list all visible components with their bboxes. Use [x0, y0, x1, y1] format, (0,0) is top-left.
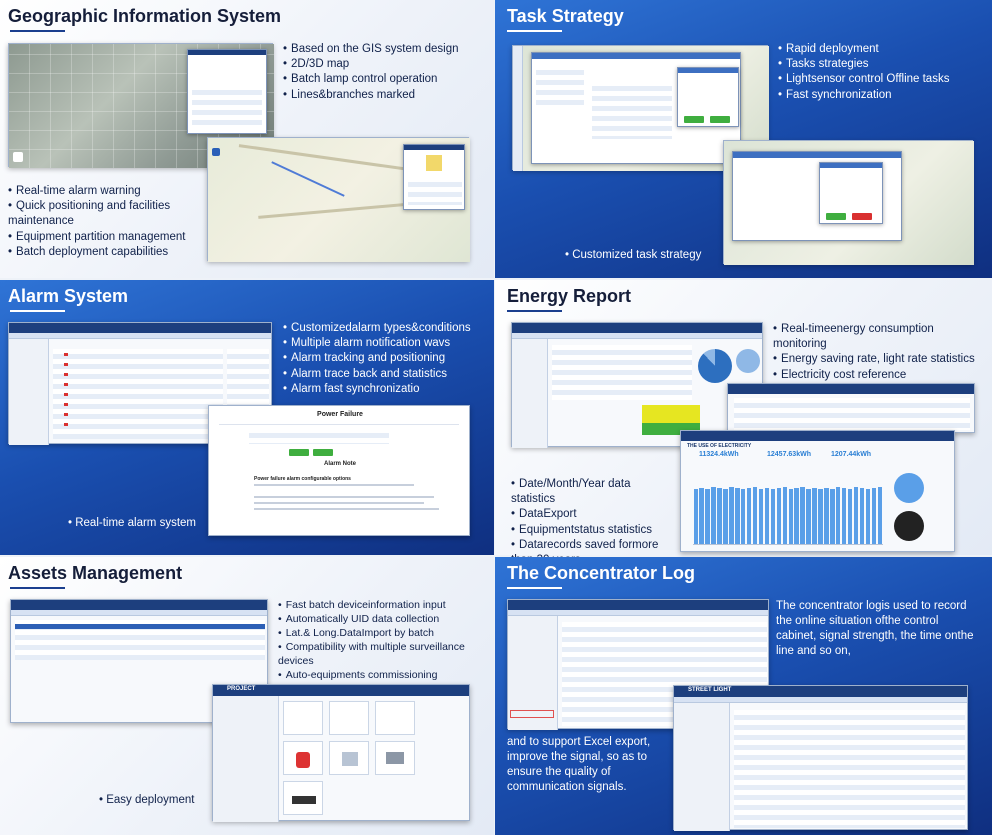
bar [711, 487, 715, 544]
pie-chart [736, 349, 760, 373]
pie-chart [894, 511, 924, 541]
bar [866, 489, 870, 544]
bar [717, 488, 721, 544]
bullet: • Real-time alarm warning [8, 184, 204, 199]
alarm-table [53, 349, 223, 439]
bullet: • Date/Month/Year data statistics [511, 477, 676, 507]
panel-task [495, 0, 992, 278]
device-popup [187, 49, 267, 134]
lamp-popup [403, 144, 465, 210]
note-text: Easy deployment [106, 794, 195, 806]
panel-gis [0, 0, 494, 278]
bar [878, 487, 882, 544]
assets-device-screenshot [212, 684, 470, 821]
device-card[interactable] [283, 701, 323, 735]
bar [842, 488, 846, 544]
gis-bullets-top [283, 42, 488, 103]
bullet: • Alarm tracking and positioning [283, 351, 488, 366]
gis-bullets-left [8, 184, 204, 260]
panel-title: Geographic Information System [8, 6, 282, 26]
bullet: • Datarecords saved formore [511, 538, 676, 568]
bullet: • Auto-equipments commissioning [278, 668, 488, 682]
bullet: • Batch deployment capabilities [8, 245, 204, 260]
stat-value: 12457.63kWh [767, 451, 811, 458]
log-text: The concentrator logis used to record the online situation ofthe control cabinet, signal strength, the time onthe line and so on, [776, 600, 974, 657]
bullet: • Energy saving rate, light rate statistics [773, 352, 985, 367]
dialog-title: Power Failure [317, 411, 363, 418]
energy-table [552, 345, 692, 400]
alarm-config-dialog [208, 405, 470, 536]
panel-title: Task Strategy [507, 6, 624, 26]
bar [836, 487, 840, 544]
device-card[interactable] [329, 701, 369, 735]
bullet: • Compatibility with multiple surveillance devices [278, 640, 488, 668]
dialog-heading: Power failure alarm configurable options [254, 476, 351, 482]
bar [854, 487, 858, 544]
bar [705, 489, 709, 544]
stat-value: 1207.44kWh [831, 451, 872, 458]
device-card[interactable] [283, 781, 323, 815]
device-card[interactable] [375, 701, 415, 735]
panel-energy [495, 280, 992, 555]
log-detail-screenshot [673, 685, 968, 830]
bar [723, 489, 727, 544]
bar [777, 488, 781, 544]
bullet: • Lightsensor control Offline tasks [778, 72, 983, 87]
bar [753, 487, 757, 544]
app-name: PROJECT [227, 686, 256, 692]
cancel-button[interactable] [710, 116, 730, 123]
panel-title: The Concentrator Log [507, 563, 695, 583]
bullet: • Alarm trace back and statistics [283, 367, 488, 382]
bullet: • Fast batch deviceinformation input [278, 598, 488, 612]
energy-bullets [773, 322, 985, 383]
bar [765, 488, 769, 544]
task-bullets [778, 42, 983, 103]
panel-assets [0, 557, 494, 835]
bullet: • Real-timeenergy consumption monitoring [773, 322, 985, 352]
bar [747, 488, 751, 544]
gis-street-map-screenshot [207, 137, 469, 261]
title-underline [507, 30, 562, 32]
ok-button[interactable] [684, 116, 704, 123]
app-name: STREET LIGHT [688, 687, 732, 693]
project-screenshot [727, 383, 975, 433]
bullet: • Fast synchronization [778, 88, 983, 103]
panel-log [495, 557, 992, 835]
bullet: • Tasks strategies [778, 57, 983, 72]
stat-value: 11324.4kWh [699, 451, 739, 458]
task-note: • Customized task strategy [565, 249, 702, 261]
bullet: • Automatically UID data collection [278, 612, 488, 626]
bar-chart [693, 477, 883, 545]
task-map-screenshot [723, 140, 973, 264]
title-underline [10, 310, 65, 312]
bullet: • Customizedalarm types&conditions [283, 321, 488, 336]
title-underline [507, 587, 562, 589]
bullet: • Based on the GIS system design [283, 42, 488, 57]
bar [800, 487, 804, 544]
bullet: • Rapid deployment [778, 42, 983, 57]
dialog-section: Alarm Note [323, 461, 356, 467]
bar [830, 489, 834, 544]
energy-screenshot [511, 322, 763, 447]
bullet: • Quick positioning and facilities maintenance [8, 199, 204, 229]
bar [794, 488, 798, 544]
panel-title: Alarm System [8, 286, 129, 306]
sub-dialog [677, 67, 739, 127]
close-button[interactable] [852, 213, 872, 220]
bar [771, 489, 775, 544]
bar [759, 489, 763, 544]
confirm-button[interactable] [826, 213, 846, 220]
title-underline [10, 30, 65, 32]
bar [741, 489, 745, 544]
energy-bullets-bottom [511, 477, 676, 568]
bar [848, 489, 852, 544]
bar [872, 488, 876, 544]
note-text: Real-time alarm system [75, 517, 197, 529]
log-detail-table [734, 710, 965, 828]
task-dialog [531, 52, 741, 164]
bar [806, 489, 810, 544]
device-card[interactable] [283, 741, 323, 775]
bullet: • Lines&branches marked [283, 88, 488, 103]
chart-title: THE USE OF ELECTRICITY [687, 443, 752, 449]
assets-note: • Easy deployment [99, 794, 195, 806]
strategy-dialog [732, 151, 902, 241]
bullet: • Multiple alarm notification wavs [283, 336, 488, 351]
bullet: • Equipmentstatus statistics [511, 523, 676, 538]
bullet: • Lat.& Long.DataImport by batch [278, 626, 488, 640]
panel-alarm [0, 280, 494, 555]
log-text: and to support Excel export, improve the signal, so as to ensure the quality of communication signals. [507, 736, 651, 793]
bullet: • 2D/3D map [283, 57, 488, 72]
device-card[interactable] [375, 741, 415, 775]
strategy-sub-dialog [819, 162, 883, 224]
electricity-chart-screenshot [680, 430, 955, 552]
bar [818, 489, 822, 544]
assets-bullets [278, 598, 488, 682]
title-underline [10, 587, 65, 589]
bullet: • Equipment partition management [8, 230, 204, 245]
pie-chart [698, 349, 732, 383]
save-button[interactable] [313, 449, 333, 456]
bullet: • Alarm fast synchronizatio [283, 382, 488, 397]
bar [812, 488, 816, 544]
bar [735, 488, 739, 544]
bar [789, 489, 793, 544]
alarm-note: • Real-time alarm system [68, 517, 197, 529]
bullet: • Batch lamp control operation [283, 72, 488, 87]
bullet: • Electricity cost reference [773, 368, 985, 383]
device-card[interactable] [329, 741, 369, 775]
share-icon[interactable] [212, 148, 220, 156]
note-text: Customized task strategy [572, 249, 702, 261]
title-underline [507, 310, 562, 312]
panel-title: Assets Management [8, 563, 183, 583]
share-icon[interactable] [13, 152, 23, 162]
pie-chart [894, 473, 924, 503]
bar [783, 487, 787, 544]
bar [699, 488, 703, 544]
alarm-bullets [283, 321, 488, 397]
panel-title: Energy Report [507, 286, 632, 306]
bar [824, 488, 828, 544]
bar [860, 488, 864, 544]
bar [729, 487, 733, 544]
bar [694, 489, 698, 544]
add-config-button[interactable] [289, 449, 309, 456]
bullet: • DataExport [511, 507, 676, 522]
